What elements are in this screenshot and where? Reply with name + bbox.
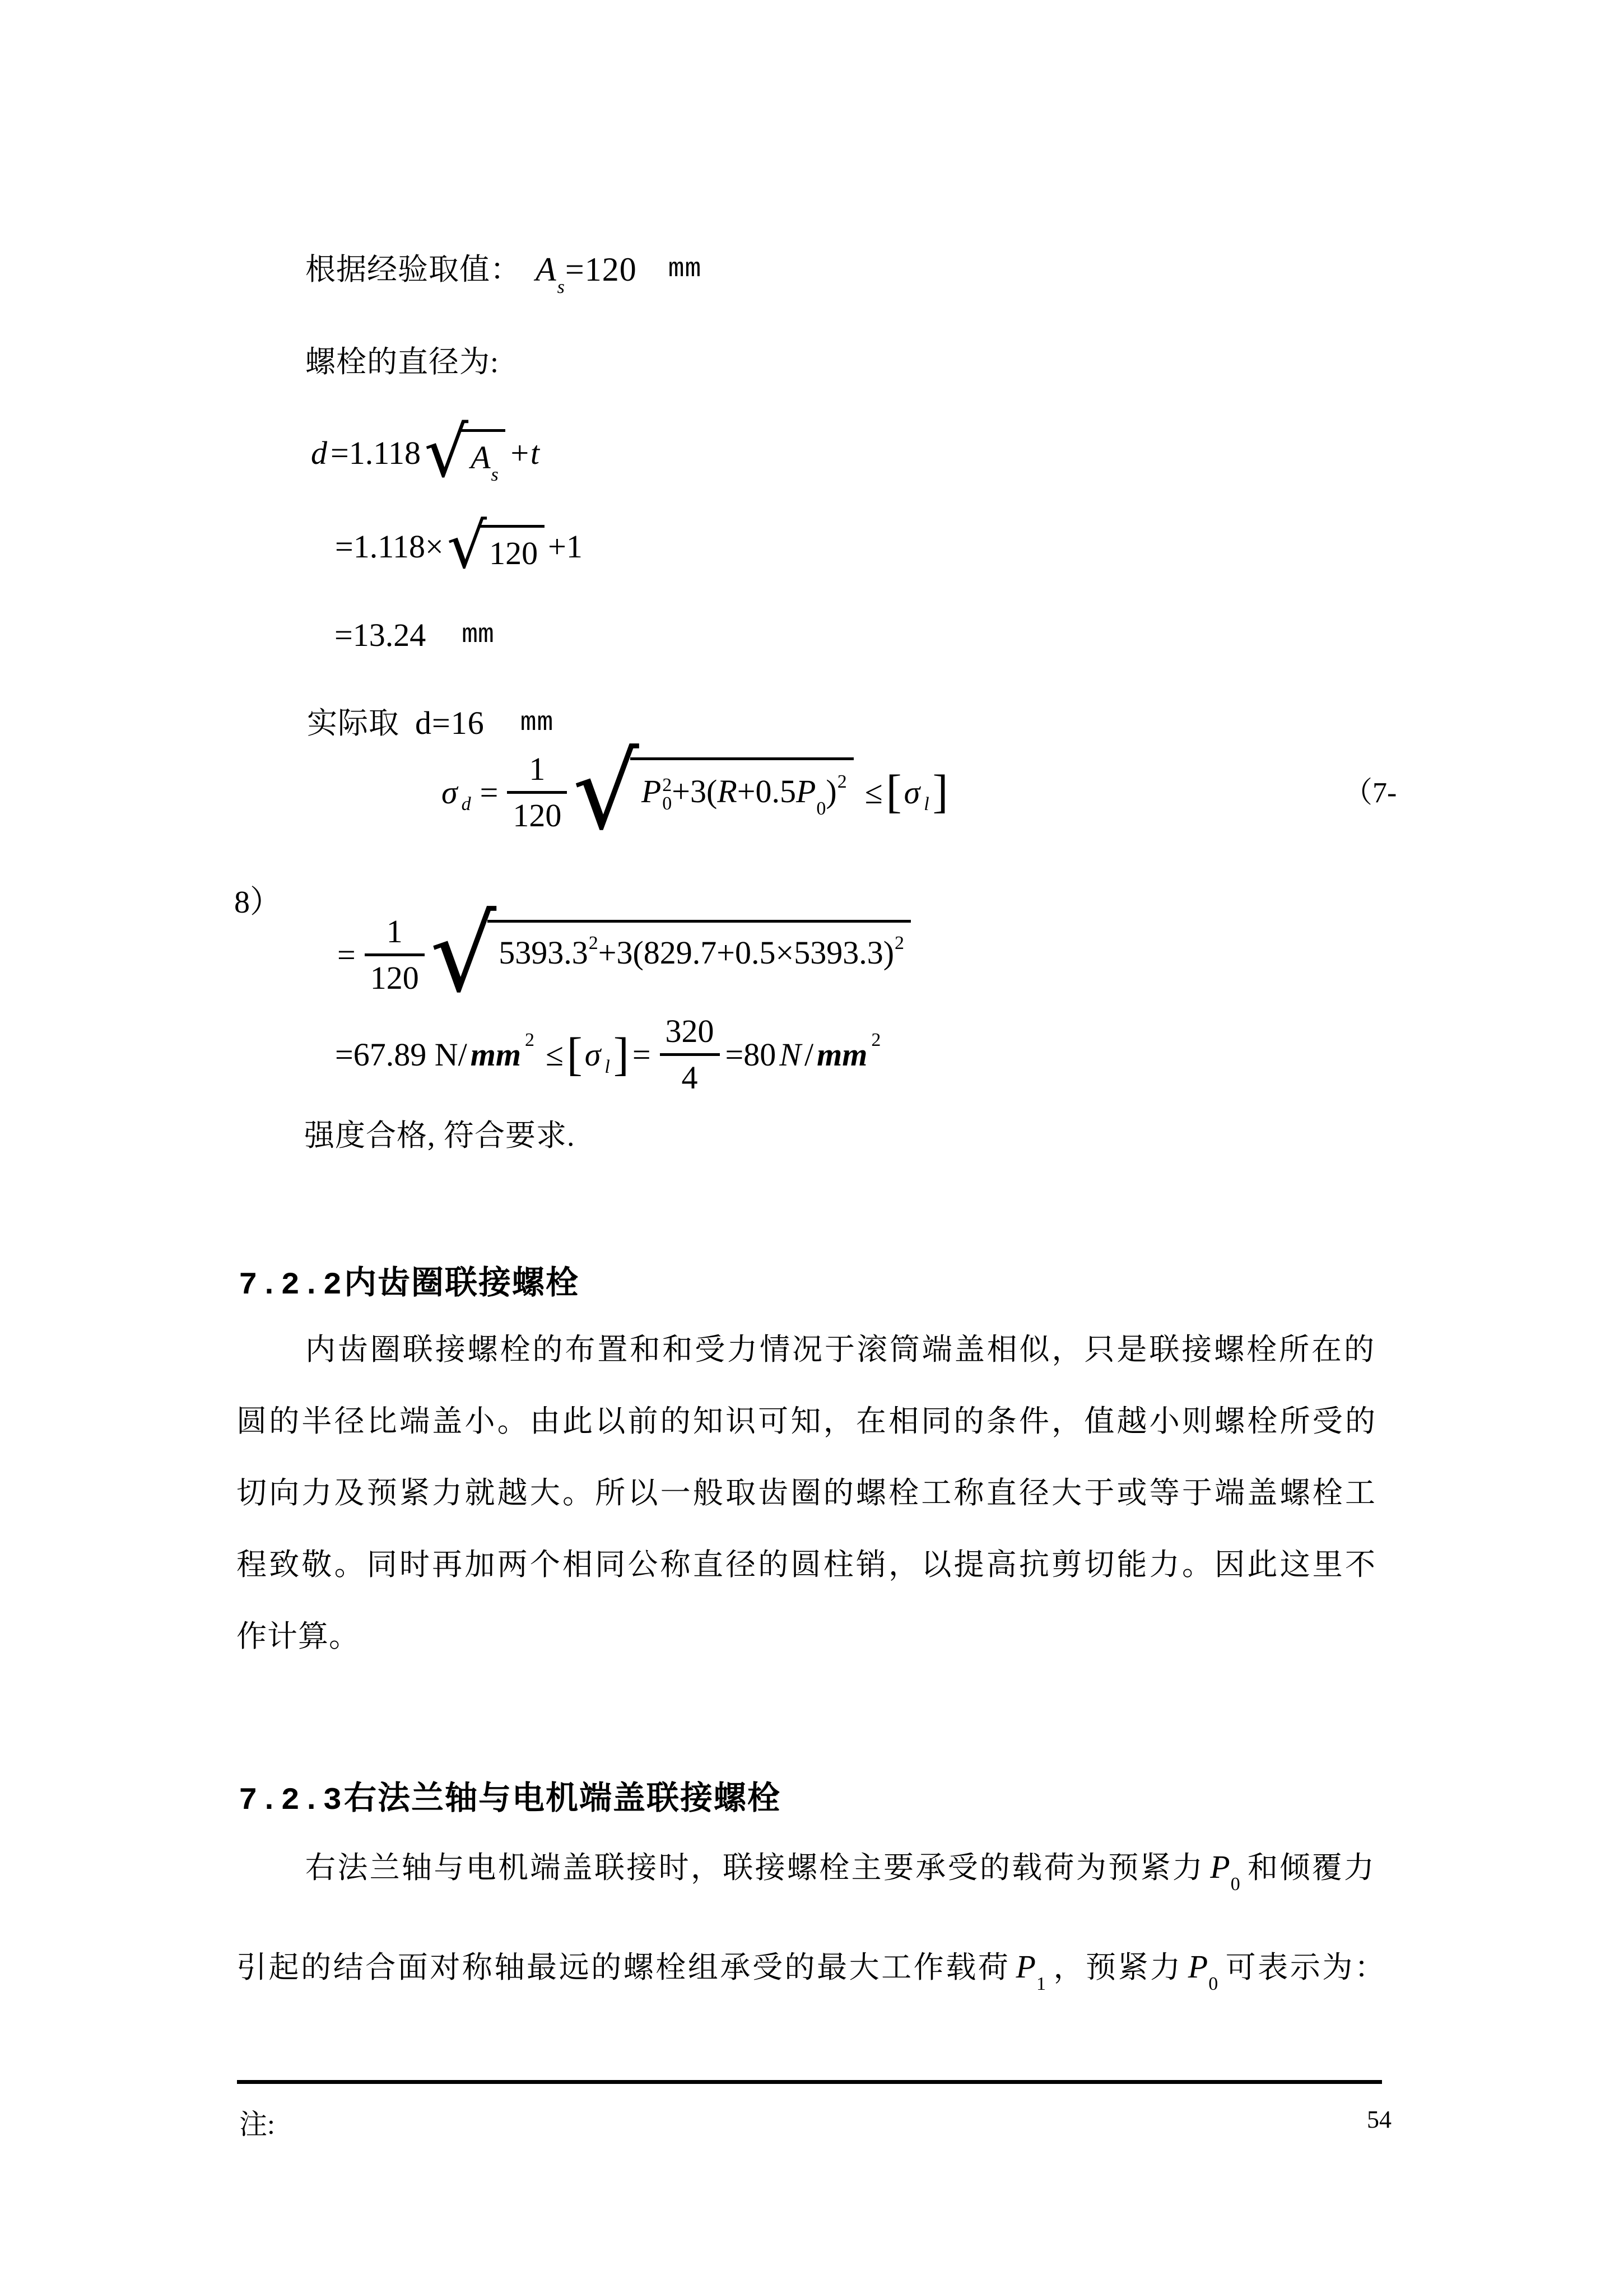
var-sigma: σ xyxy=(584,1036,601,1073)
heading-title: 右法兰轴与电机端盖联接螺栓 xyxy=(344,1779,781,1817)
tail: +1 xyxy=(548,528,583,565)
formula-d-step2 xyxy=(335,510,586,583)
formula-sigma-d xyxy=(441,731,952,853)
sub-l: l xyxy=(924,794,929,815)
sub-0: 0 xyxy=(816,798,826,819)
var-N: N xyxy=(779,1036,801,1073)
sqrt-As xyxy=(424,412,505,493)
radical-sign: √ xyxy=(446,510,487,583)
math-As xyxy=(536,250,637,297)
var-P: P xyxy=(795,773,816,809)
unit-mm-italic: mm xyxy=(470,1036,521,1073)
numerator: 320 xyxy=(665,1013,714,1049)
sup-2: 2 xyxy=(895,933,905,953)
equation-number-open: （7- xyxy=(1343,777,1397,809)
fraction-1-120 xyxy=(365,915,425,994)
var-sigma: σ xyxy=(441,774,458,811)
sqrt-120 xyxy=(446,510,545,583)
sup-2: 2 xyxy=(524,1029,534,1050)
leq-sign: ≤ xyxy=(545,1036,564,1073)
close-paren: ) xyxy=(826,773,837,809)
var-A: A xyxy=(536,251,557,288)
footer-divider xyxy=(237,2080,1382,2084)
sub-0: 0 xyxy=(1208,1974,1218,1994)
value-d16: d=16 xyxy=(415,705,485,741)
unit-mm: mm xyxy=(520,708,554,738)
text: 和倾覆力 xyxy=(1245,1851,1375,1884)
sup-2: 2 xyxy=(837,771,847,792)
coef: =1.118 xyxy=(331,435,421,472)
formula-check xyxy=(335,1015,884,1094)
para-723-line-2 xyxy=(236,1948,1385,1994)
value-5393: 5393.3 xyxy=(499,934,588,971)
equals: = xyxy=(480,774,499,811)
formula-numeric xyxy=(337,894,914,1015)
right-bracket: ] xyxy=(932,766,948,818)
heading-number: 7.2.3 xyxy=(239,1783,345,1818)
var-P: P xyxy=(1016,1948,1036,1985)
right-bracket: ] xyxy=(613,1028,629,1081)
sub-s: s xyxy=(491,464,499,485)
para-722-line-3: 切向力及预紧力就越大。所以一般取齿圈的螺栓工称直径大于或等于端盖螺栓工 xyxy=(236,1476,1375,1510)
head: =1.118× xyxy=(335,528,444,565)
sup-2: 2 xyxy=(662,775,672,796)
sub-1: 1 xyxy=(1036,1974,1046,1994)
line-result-13-24 xyxy=(334,616,494,654)
numerator: 1 xyxy=(386,913,403,950)
fraction-320-4 xyxy=(660,1015,720,1094)
line-actual-take xyxy=(307,705,553,742)
line-empirical-value xyxy=(305,250,702,297)
line-diameter-label: 螺栓的直径为: xyxy=(305,345,500,379)
radicand xyxy=(487,920,911,971)
sub-s: s xyxy=(557,277,565,297)
var-sigma: σ xyxy=(904,774,920,811)
sub-0: 0 xyxy=(662,793,672,814)
para-722-line-2: 圆的半径比端盖小。由此以前的知识可知，在相同的条件，值越小则螺栓所受的 xyxy=(236,1404,1375,1438)
para-722-line-1: 内齿圈联接螺栓的布置和和受力情况于滚筒端盖相似，只是联接螺栓所在的 xyxy=(305,1333,1374,1366)
slash: / xyxy=(804,1036,814,1073)
sqrt-P0 xyxy=(573,731,853,853)
leq-sign: ≤ xyxy=(864,774,883,811)
denominator: 4 xyxy=(681,1059,698,1096)
left-bracket: [ xyxy=(886,766,902,818)
equals-80: =80 xyxy=(725,1036,776,1073)
equals: = xyxy=(632,1036,651,1073)
radicand xyxy=(630,757,854,819)
value-paren: +3(829.7+0.5×5393.3) xyxy=(598,934,895,971)
text: 引起的结合面对称轴最远的螺栓组承受的最大工作载荷 xyxy=(236,1951,1011,1984)
unit-mm-italic: mm xyxy=(817,1036,868,1073)
radicand: 120 xyxy=(478,525,545,572)
heading-7-2-3 xyxy=(239,1771,781,1818)
text-empirical-prefix: 根据经验取值： xyxy=(305,253,521,287)
head-67-89: =67.89 N/ xyxy=(335,1036,467,1073)
radical-sign: √ xyxy=(430,894,497,1015)
footer-note: 注: xyxy=(239,2109,275,2140)
unit-mm: mm xyxy=(668,254,702,285)
heading-number: 7.2.2 xyxy=(239,1267,345,1303)
page-number: 54 xyxy=(1367,2106,1392,2133)
denominator: 120 xyxy=(370,959,419,996)
line-conclusion: 强度合格, 符合要求. xyxy=(304,1119,575,1152)
sub-l: l xyxy=(604,1056,610,1077)
formula-d xyxy=(311,412,543,493)
heading-7-2-2 xyxy=(239,1256,579,1303)
sup-2: 2 xyxy=(588,933,598,953)
para-723-line-1 xyxy=(305,1849,1375,1895)
unit-mm: mm xyxy=(462,620,494,650)
left-bracket: [ xyxy=(566,1028,583,1081)
fraction-1-120 xyxy=(507,750,567,834)
var-d: d xyxy=(311,435,327,472)
sup-2: 2 xyxy=(871,1029,881,1050)
var-P: P xyxy=(641,773,662,809)
plus: +0.5 xyxy=(737,773,796,809)
para-722-line-5: 作计算。 xyxy=(236,1620,360,1653)
supsub-P0-2 xyxy=(662,776,672,813)
math-P0 xyxy=(1188,1948,1218,1994)
text: 可表示为： xyxy=(1223,1951,1385,1984)
var-P: P xyxy=(1188,1948,1208,1985)
text-actual-prefix: 实际取 xyxy=(307,706,399,741)
heading-title: 内齿圈联接螺栓 xyxy=(344,1263,580,1301)
text: 右法兰轴与电机端盖联接时，联接螺栓主要承受的载荷为预紧力 xyxy=(305,1851,1205,1884)
numerator: 1 xyxy=(529,750,546,787)
math-P1 xyxy=(1016,1948,1046,1994)
radical-sign: √ xyxy=(573,731,639,853)
var-R: R xyxy=(717,773,737,809)
var-A: A xyxy=(471,439,491,476)
sub-d: d xyxy=(461,794,471,815)
text: ，预紧力 xyxy=(1051,1951,1183,1984)
radicand xyxy=(459,429,505,485)
denominator: 120 xyxy=(513,797,562,834)
math-P0 xyxy=(1210,1849,1240,1895)
mid: +3( xyxy=(672,773,718,809)
equals: = xyxy=(337,936,356,973)
radical-sign: √ xyxy=(424,412,469,493)
plus-t: +t xyxy=(508,435,540,472)
value-120: =120 xyxy=(565,251,637,288)
sqrt-numeric xyxy=(430,894,911,1015)
var-P: P xyxy=(1210,1849,1230,1885)
para-722-line-4: 程致敬。同时再加两个相同公称直径的圆柱销，以提高抗剪切能力。因此这里不 xyxy=(236,1548,1375,1581)
equation-number-close: 8） xyxy=(234,885,281,920)
value: =13.24 xyxy=(334,617,426,653)
sub-0: 0 xyxy=(1230,1874,1240,1895)
